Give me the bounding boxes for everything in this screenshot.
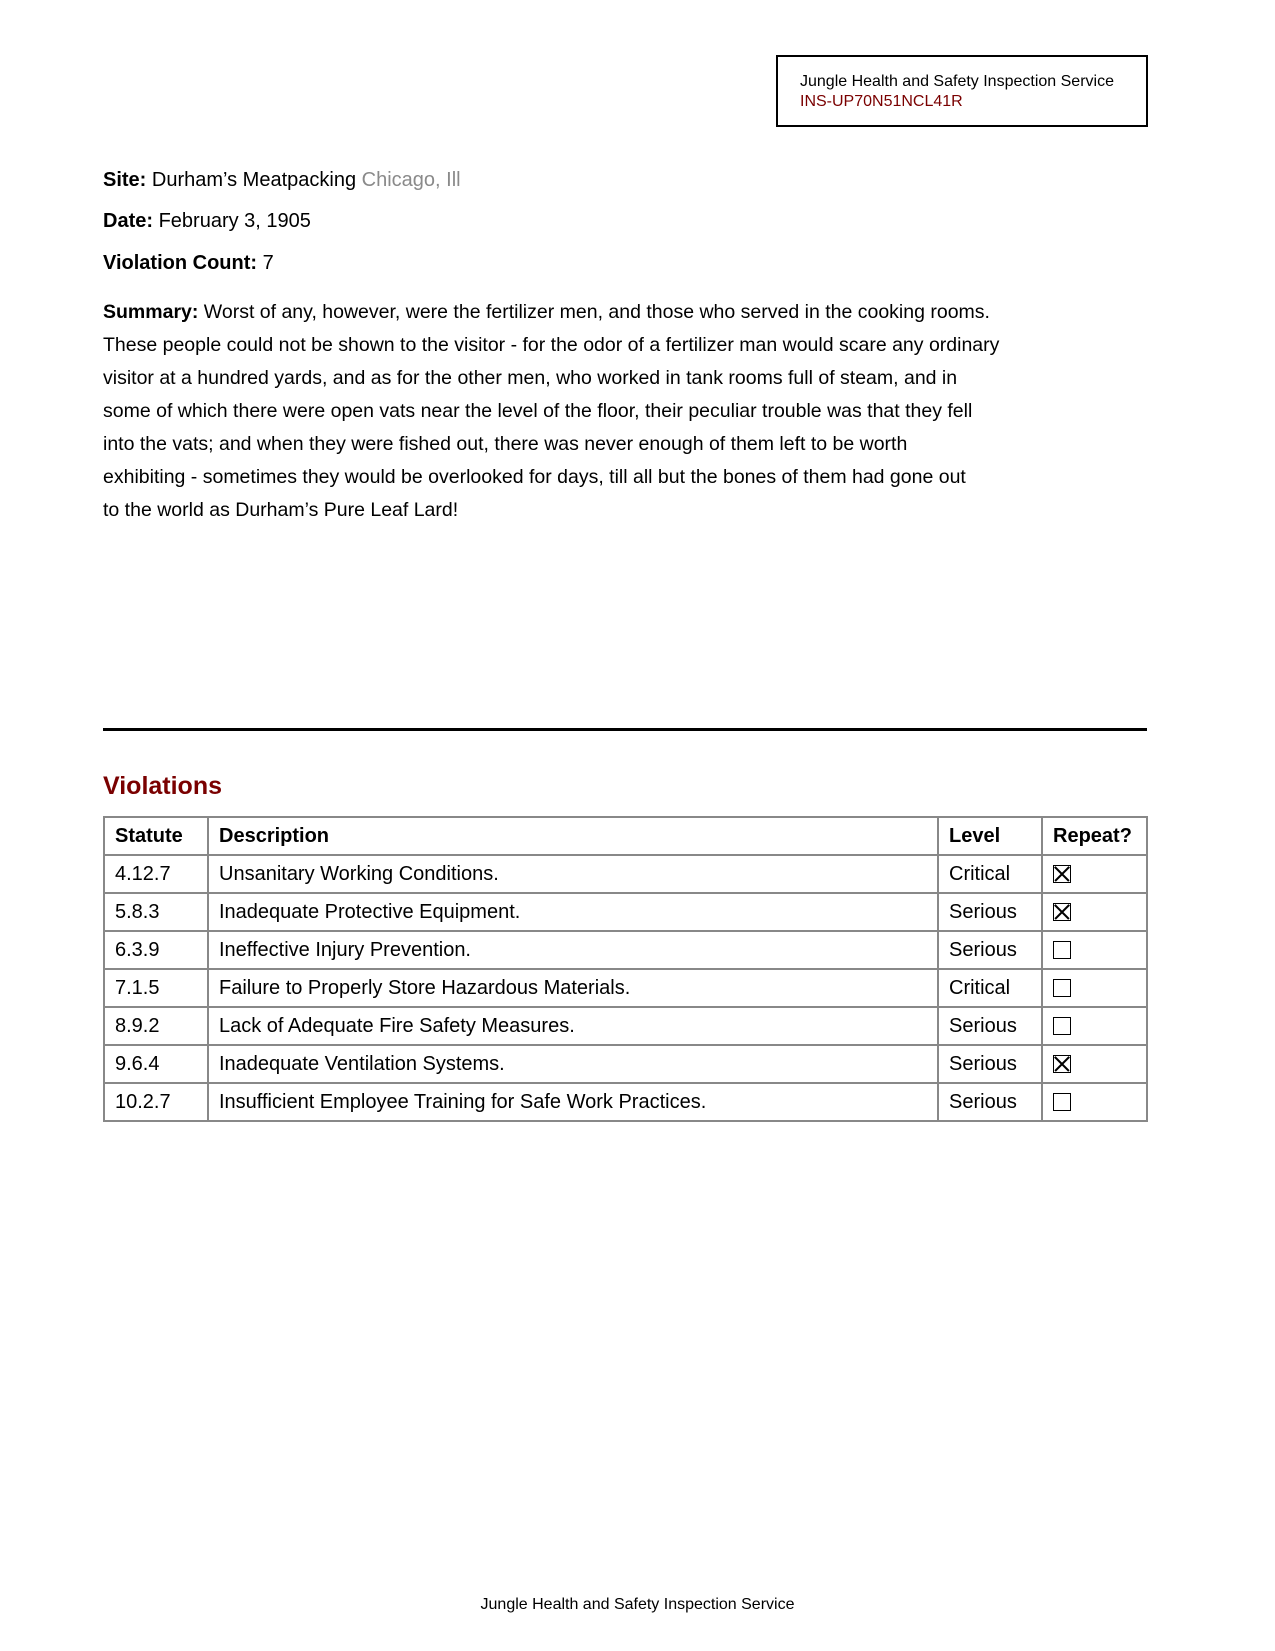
table-row [104, 931, 1147, 969]
description-cell: Inadequate Ventilation Systems. [208, 1045, 938, 1083]
statute-cell: 8.9.2 [104, 1007, 208, 1045]
date-value: February 3, 1905 [158, 210, 311, 232]
level-cell: Serious [938, 893, 1042, 931]
site-name: Durham’s Meatpacking [151, 169, 357, 191]
violation-count-value: 7 [262, 252, 274, 274]
repeat-cell [1042, 893, 1147, 931]
checked-box-icon [1053, 1055, 1071, 1073]
repeat-cell [1042, 855, 1147, 893]
statute-cell: 9.6.4 [104, 1045, 208, 1083]
site-location: Chicago, Ill [361, 169, 461, 191]
empty-box-icon [1053, 979, 1071, 997]
level-cell: Serious [938, 1007, 1042, 1045]
summary-line [103, 296, 1083, 329]
level-cell: Serious [938, 1083, 1042, 1121]
column-header-repeat: Repeat? [1042, 817, 1147, 855]
date-field [103, 210, 311, 233]
summary-text: Worst of any, however, were the fertilizer men, and those who served in the cooking rooms. [203, 301, 990, 323]
summary-line: into the vats; and when they were fished out, there was never enough of them left to be worth [103, 433, 908, 455]
description-cell: Inadequate Protective Equipment. [208, 893, 938, 931]
summary-line: to the world as Durham’s Pure Leaf Lard! [103, 499, 459, 521]
checked-box-icon [1053, 903, 1071, 921]
table-row [104, 1045, 1147, 1083]
table-row [104, 1007, 1147, 1045]
statute-cell: 7.1.5 [104, 969, 208, 1007]
level-cell: Critical [938, 969, 1042, 1007]
empty-box-icon [1053, 1093, 1071, 1111]
summary-label: Summary: [103, 301, 199, 323]
column-header-description: Description [208, 817, 938, 855]
description-cell: Lack of Adequate Fire Safety Measures. [208, 1007, 938, 1045]
date-label: Date: [103, 210, 154, 232]
statute-cell: 4.12.7 [104, 855, 208, 893]
empty-box-icon [1053, 1017, 1071, 1035]
table-row [104, 1083, 1147, 1121]
checked-box-icon [1053, 865, 1071, 883]
table-row [104, 893, 1147, 931]
level-cell: Critical [938, 855, 1042, 893]
description-cell: Ineffective Injury Prevention. [208, 931, 938, 969]
statute-cell: 10.2.7 [104, 1083, 208, 1121]
violation-count-field [103, 252, 274, 275]
violations-title: Violations [103, 772, 223, 800]
repeat-cell [1042, 969, 1147, 1007]
statute-cell: 6.3.9 [104, 931, 208, 969]
footer: Jungle Health and Safety Inspection Service [480, 1596, 795, 1613]
level-cell: Serious [938, 931, 1042, 969]
summary-line: exhibiting - sometimes they would be overlooked for days, till all but the bones of them had gone out [103, 466, 966, 488]
level-cell: Serious [938, 1045, 1042, 1083]
table-header-row [104, 817, 1147, 855]
repeat-cell [1042, 1007, 1147, 1045]
violation-count-label: Violation Count: [103, 252, 258, 274]
site-label: Site: [103, 169, 147, 191]
description-cell: Unsanitary Working Conditions. [208, 855, 938, 893]
summary-line: visitor at a hundred yards, and as for the other men, who worked in tank rooms full of steam, and in [103, 367, 958, 389]
repeat-cell [1042, 931, 1147, 969]
header-code: INS-UP70N51NCL41R [800, 93, 963, 110]
summary [103, 296, 1083, 527]
header-box [776, 55, 1148, 127]
repeat-cell [1042, 1083, 1147, 1121]
site-field [103, 169, 461, 192]
summary-line: These people could not be shown to the visitor - for the odor of a fertilizer man would scare any ordinary [103, 334, 1000, 356]
violations-table [103, 816, 1148, 1122]
description-cell: Insufficient Employee Training for Safe Work Practices. [208, 1083, 938, 1121]
statute-cell: 5.8.3 [104, 893, 208, 931]
table-row [104, 855, 1147, 893]
repeat-cell [1042, 1045, 1147, 1083]
description-cell: Failure to Properly Store Hazardous Materials. [208, 969, 938, 1007]
section-divider [103, 728, 1147, 731]
table-row [104, 969, 1147, 1007]
summary-line: some of which there were open vats near the level of the floor, their peculiar trouble was that they fell [103, 400, 973, 422]
column-header-statute: Statute [104, 817, 208, 855]
header-agency: Jungle Health and Safety Inspection Service [800, 73, 1114, 90]
empty-box-icon [1053, 941, 1071, 959]
column-header-level: Level [938, 817, 1042, 855]
